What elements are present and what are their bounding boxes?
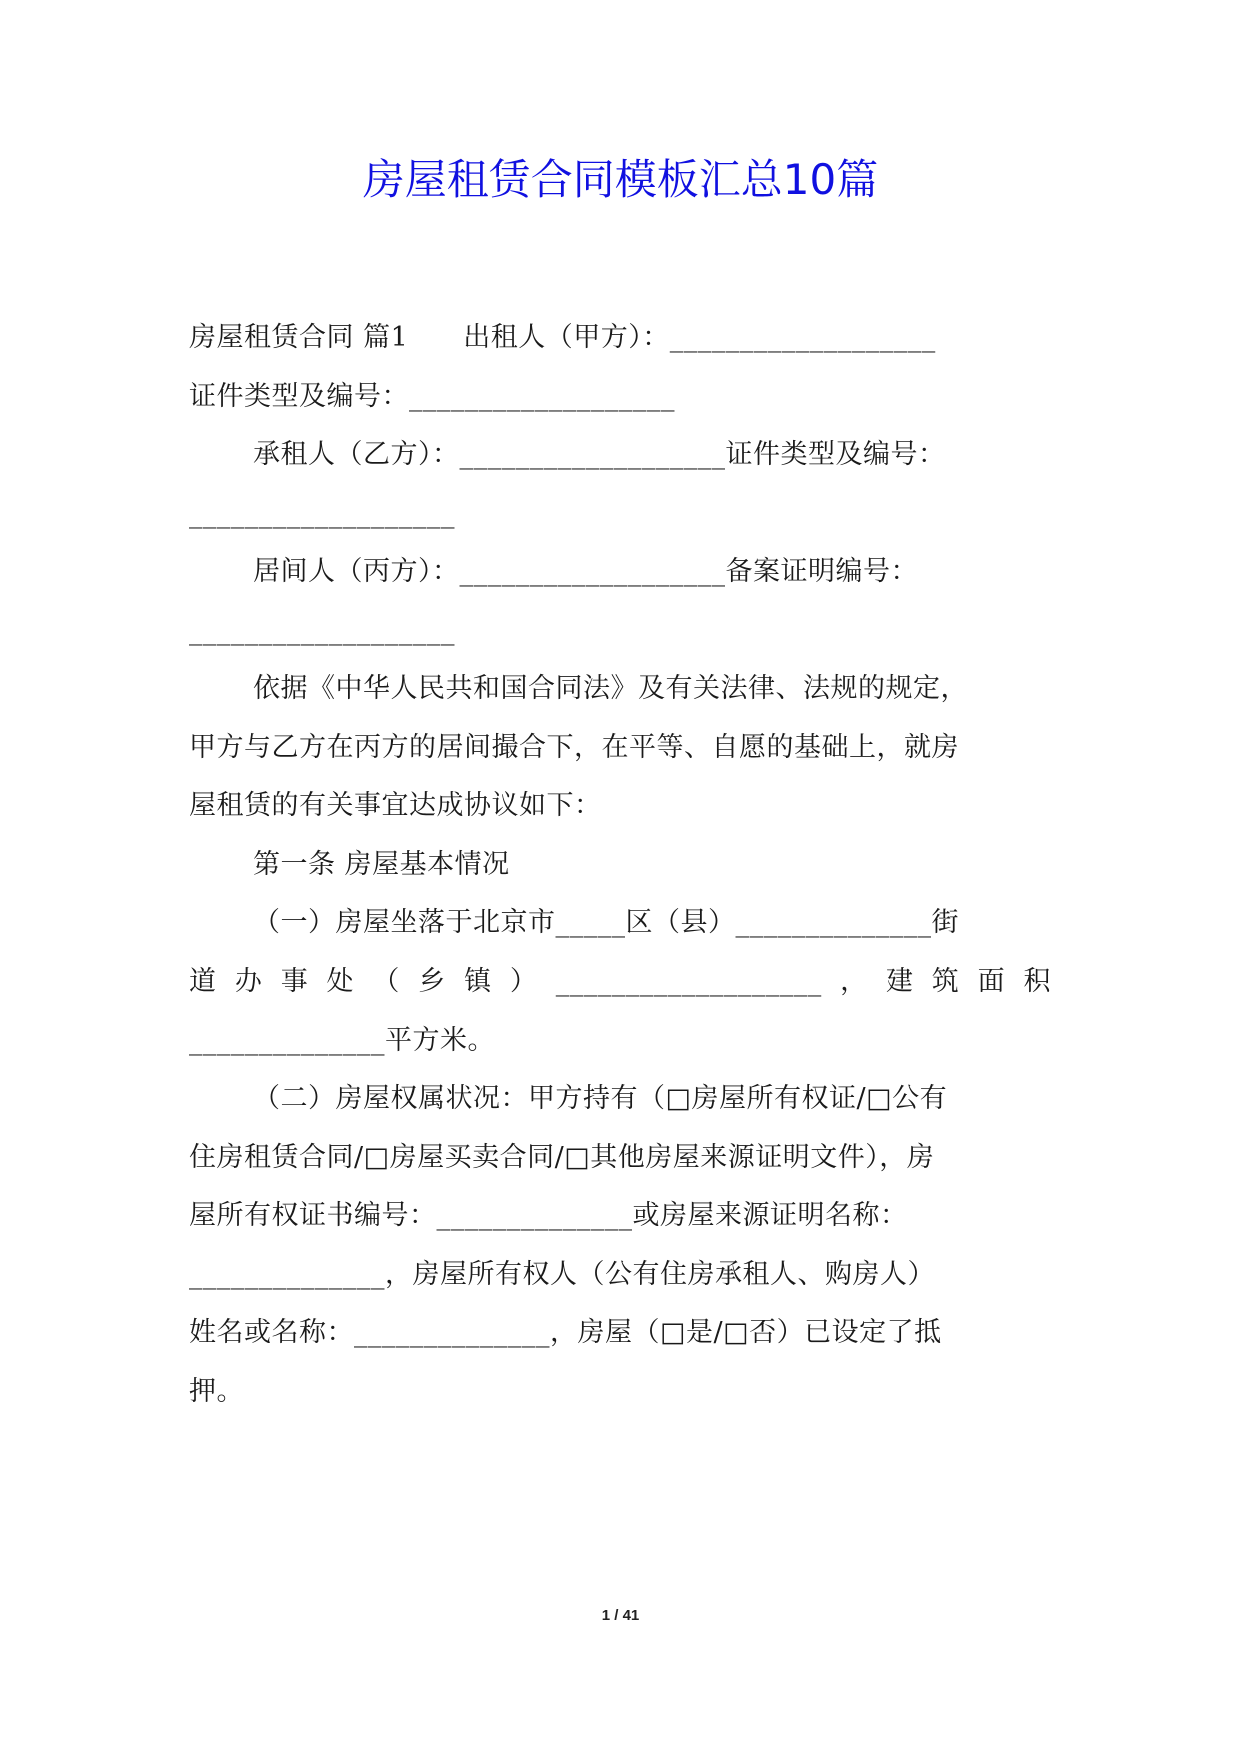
paragraph-line: ___________________ [189,615,455,646]
line-part: 事 [280,966,309,997]
paragraph-line: 房屋租赁合同 篇1 出租人（甲方）：___________________ [189,322,936,353]
document-title: 房屋租赁合同模板汇总10篇 [362,155,879,204]
section-heading: 第一条 房屋基本情况 [253,849,510,880]
paragraph-line: ___________________ [189,498,455,529]
paragraph-line: ______________平方米。 [189,1025,495,1056]
page-number: 1 / 41 [601,1607,640,1624]
line-part: 建 [885,966,914,997]
paragraph-line: 证件类型及编号：___________________ [189,381,675,412]
line-part: 道 [189,966,217,997]
line-part: ） [509,966,538,997]
line-part: 办 [234,966,263,997]
paragraph-line: 居间人（丙方）：___________________备案证明编号： [253,556,918,587]
line-part: 处 [326,966,355,997]
paragraph-line: 甲方与乙方在丙方的居间撮合下，在平等、自愿的基础上，就房 [189,732,959,763]
line-part: 镇 [464,966,492,997]
line-part: ， [840,966,868,997]
justified-line [189,962,1051,1002]
paragraph-line: 承租人（乙方）：___________________证件类型及编号： [253,439,946,470]
paragraph-line: 姓名或名称：______________，房屋（□是/□否）已设定了抵 [189,1317,942,1348]
line-part: 筑 [931,966,960,997]
paragraph-line: ______________，房屋所有权人（公有住房承租人、购房人） [189,1259,935,1290]
line-part: ___________________ [555,966,822,997]
paragraph-line: 住房租赁合同/□房屋买卖合同/□其他房屋来源证明文件），房 [189,1142,935,1173]
paragraph-line: （一）房屋坐落于北京市_____区（县）______________街 [253,907,959,938]
paragraph-line: （二）房屋权属状况：甲方持有（□房屋所有权证/□公有 [253,1083,948,1114]
paragraph-line: 屋所有权证书编号：______________或房屋来源证明名称： [189,1200,908,1231]
paragraph-line: 押。 [189,1376,244,1407]
line-part: 积 [1023,966,1051,997]
paragraph-line: 依据《中华人民共和国合同法》及有关法律、法规的规定， [253,673,968,704]
line-part: 乡 [418,966,446,997]
line-part: （ [372,966,400,997]
line-part: 面 [977,966,1006,997]
paragraph-line: 屋租赁的有关事宜达成协议如下： [189,790,602,821]
